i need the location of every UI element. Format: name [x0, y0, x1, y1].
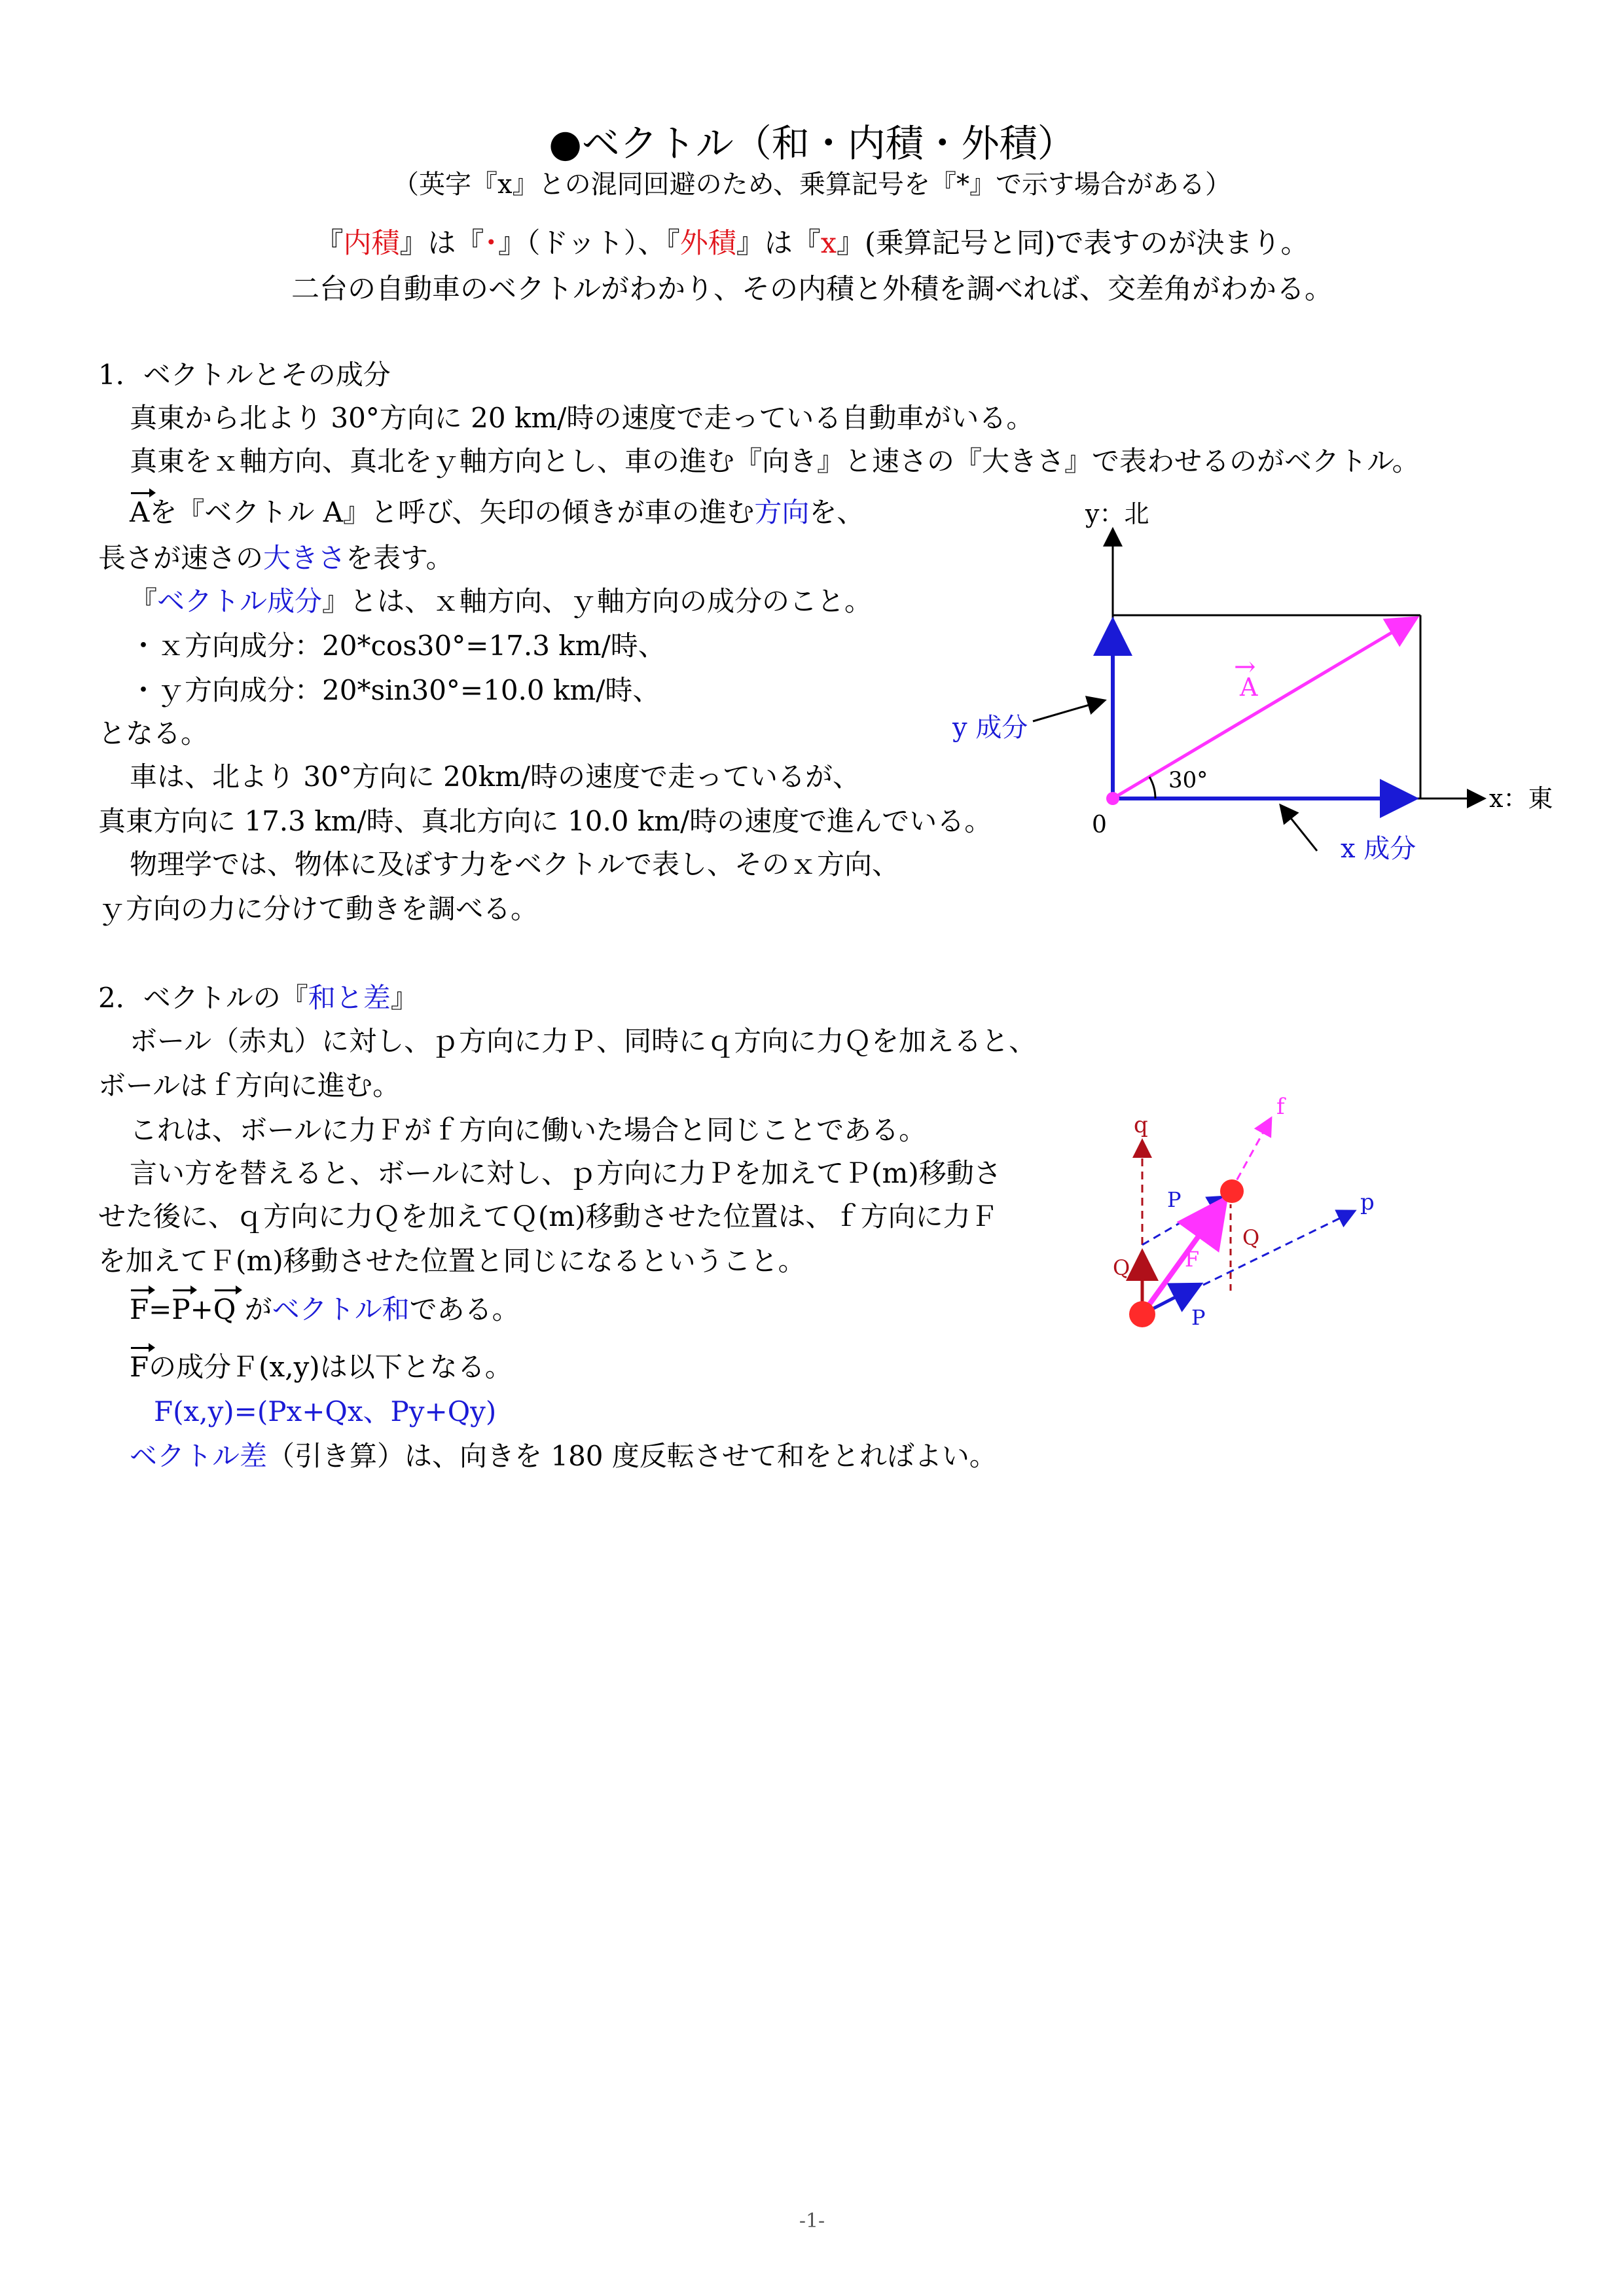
f-vector-label: F [1185, 1247, 1200, 1272]
ball-start [1129, 1301, 1155, 1327]
page-title: ●ベクトル（和・内積・外積） [549, 121, 1075, 166]
section1-line6: ・ｘ方向成分：20*cos30°=17.3 km/時、 [130, 630, 666, 662]
vector-sum-diagram [1080, 1080, 1420, 1342]
p-label-bottom: P [1191, 1305, 1206, 1330]
section2-line8: Fの成分Ｆ(x,y)は以下となる。 [130, 1351, 513, 1383]
gaiseki-term: 外積 [679, 227, 736, 260]
vector-a-overarrow: → [1234, 652, 1256, 682]
section1-line9: 車は、北より 30°方向に 20km/時の速度で走っているが、 [130, 761, 861, 793]
x-component-pointer [1280, 805, 1317, 851]
section2-line5: せた後に、ｑ方向に力Ｑを加えてＱ(m)移動させた位置は、ｆ方向に力Ｆ [98, 1200, 998, 1232]
section2-line1: ボール（赤丸）に対し、ｐ方向に力Ｐ、同時にｑ方向に力Ｑを加えると、 [130, 1025, 1037, 1057]
section2-line6: を加えてＦ(m)移動させた位置と同じになるということ。 [98, 1245, 806, 1277]
section2-line2: ボールはｆ方向に進む。 [98, 1069, 401, 1102]
y-component-pointer [1033, 700, 1105, 721]
angle-label: 30° [1168, 767, 1208, 793]
section1-heading: 1．ベクトルとその成分 [98, 359, 391, 391]
y-component-label: y 成分 [952, 713, 1028, 743]
angle-arc [1149, 777, 1155, 798]
origin-dot [1106, 792, 1119, 805]
section1-line10: 真東方向に 17.3 km/時、真北方向に 10.0 km/時の速度で進んでいる。 [98, 805, 992, 837]
section2-line4: 言い方を替えると、ボールに対し、ｐ方向に力Ｐを加えてＰ(m)移動さ [130, 1157, 1001, 1189]
section1-line11: 物理学では、物体に及ぼす力をベクトルで表し、そのｘ方向、 [130, 848, 900, 880]
section1-line7: ・ｙ方向成分：20*sin30°=10.0 km/時、 [130, 674, 660, 706]
section1-line4: 長さが速さの大きさを表す。 [98, 542, 454, 574]
q-label-right: Q [1242, 1225, 1260, 1250]
vector-p-symbol: P [171, 1293, 190, 1325]
vector-a-symbol: A [130, 496, 150, 528]
section2-line7: F=P+Q がベクトル和である。 [130, 1293, 520, 1325]
page-subtitle: （英字『x』との混同回避のため、乗算記号を『*』で示す場合がある） [393, 170, 1231, 200]
lead-line-2: 二台の自動車のベクトルがわかり、その内積と外積を調べれば、交差角がわかる。 [291, 273, 1333, 306]
naiseki-term: 内積 [343, 227, 400, 260]
q-direction-label: q [1134, 1112, 1148, 1138]
section1-line3: Aを『ベクトル A』と呼び、矢印の傾きが車の進む方向を、 [130, 496, 865, 528]
x-axis-label: x：東 [1489, 784, 1553, 813]
vector-q-symbol: Q [213, 1293, 236, 1325]
vector-f-symbol: F [130, 1293, 149, 1325]
p-label-top: P [1167, 1187, 1182, 1212]
section1-line5: 『ベクトル成分』とは、ｘ軸方向、ｙ軸方向の成分のこと。 [130, 585, 873, 617]
origin-label: 0 [1092, 812, 1107, 838]
vector-a-arrow [1113, 618, 1416, 798]
component-formula: F(x,y)=(Px+Qx、Py+Qy) [154, 1395, 497, 1427]
p-direction-label: p [1360, 1189, 1375, 1215]
q-label-left: Q [1113, 1255, 1130, 1280]
f-direction-label: f [1276, 1094, 1285, 1120]
dot-symbol: ･ [484, 227, 498, 260]
f-direction-line [1231, 1118, 1271, 1191]
lead-line-1: 『内積』は『･』（ドット）、『外積』は『x』(乗算記号と同)で表すのが決まり。 [315, 227, 1309, 260]
vector-component-diagram [916, 484, 1571, 890]
section2-line9: ベクトル差（引き算）は、向きを 180 度反転させて和をとればよい。 [130, 1440, 997, 1472]
ball-end [1220, 1179, 1244, 1203]
f-vector-arrow [1142, 1199, 1225, 1314]
section2-line3: これは、ボールに力Ｆがｆ方向に働いた場合と同じことである。 [130, 1114, 927, 1146]
vector-f-symbol-2: F [130, 1351, 149, 1383]
p-direction-line [1191, 1211, 1355, 1291]
x-component-label: x 成分 [1341, 834, 1416, 864]
section1-line12: ｙ方向の力に分けて動きを調べる。 [98, 893, 539, 925]
section1-line2: 真東をｘ軸方向、真北をｙ軸方向とし、車の進む『向き』と速さの『大きさ』で表わせるのがベクトル。 [130, 445, 1420, 477]
y-axis-label: y：北 [1085, 499, 1149, 528]
vector-a-label: A [1240, 673, 1258, 702]
x-symbol: x [820, 227, 837, 260]
section2-heading: 2．ベクトルの『和と差』 [98, 982, 418, 1014]
section1-line1: 真東から北より 30°方向に 20 km/時の速度で走っている自動車がいる。 [130, 402, 1034, 434]
page-number: -1- [799, 2210, 825, 2233]
section1-line8: となる。 [98, 717, 209, 749]
